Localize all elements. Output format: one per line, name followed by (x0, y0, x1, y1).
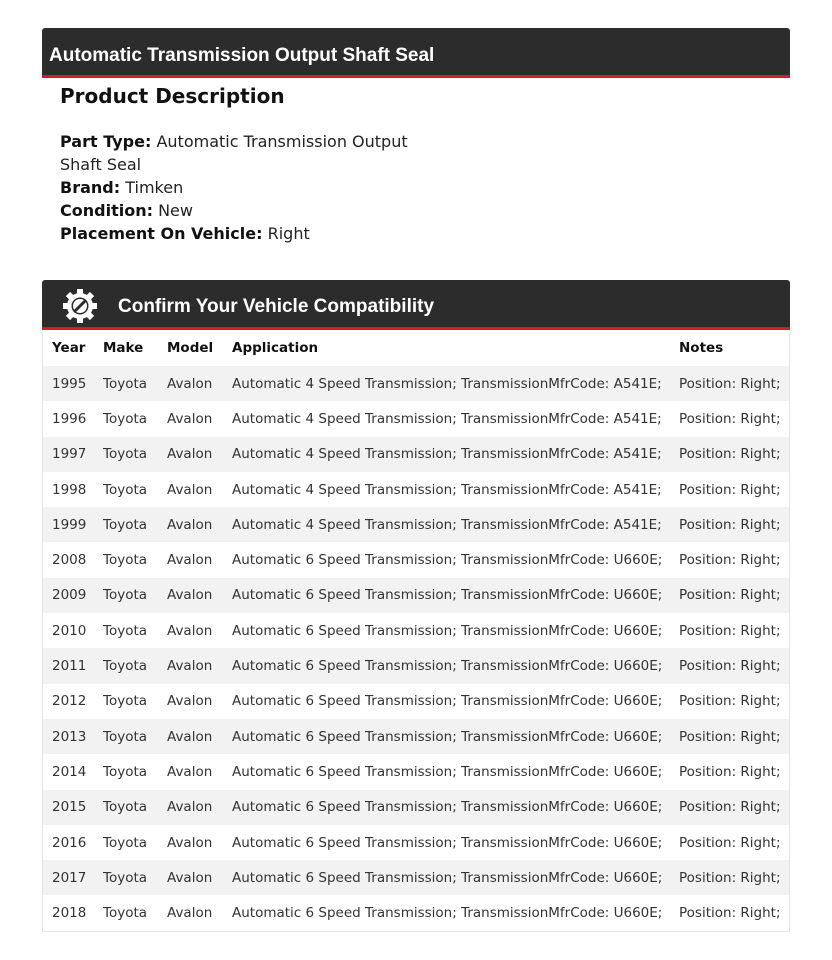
compatibility-bar (42, 280, 790, 330)
compatibility-table (42, 330, 790, 932)
description-heading: Product Description (60, 84, 285, 108)
table-row (43, 437, 789, 472)
cell-notes: Position: Right; (679, 763, 781, 780)
product-description (60, 84, 420, 245)
cell-year: 1997 (52, 446, 87, 463)
cell-year: 2016 (52, 834, 87, 851)
col-notes: Notes (679, 340, 724, 356)
cell-year: 2008 (52, 552, 87, 569)
cell-year: 2014 (52, 763, 87, 780)
cell-model: Avalon (167, 410, 213, 427)
col-model: Model (167, 340, 214, 356)
cell-make: Toyota (103, 587, 148, 604)
cell-notes: Position: Right; (679, 869, 781, 886)
cell-notes: Position: Right; (679, 446, 781, 463)
cell-model: Avalon (167, 728, 213, 745)
cell-notes: Position: Right; (679, 516, 781, 533)
table-row (43, 578, 789, 613)
cell-application: Automatic 4 Speed Transmission; TransmissionMfrCode: A541E; (232, 481, 662, 498)
cell-application: Automatic 4 Speed Transmission; TransmissionMfrCode: A541E; (232, 375, 662, 392)
cell-make: Toyota (103, 446, 148, 463)
cell-make: Toyota (103, 410, 148, 427)
cell-model: Avalon (167, 834, 213, 851)
cell-application: Automatic 6 Speed Transmission; TransmissionMfrCode: U660E; (232, 587, 663, 604)
cell-notes: Position: Right; (679, 658, 781, 675)
table-row (43, 860, 789, 895)
field-brand: Brand: Timken (60, 178, 184, 197)
product-title: Automatic Transmission Output Shaft Seal (49, 45, 435, 66)
cell-application: Automatic 4 Speed Transmission; TransmissionMfrCode: A541E; (232, 410, 662, 427)
cell-model: Avalon (167, 869, 213, 886)
cell-year: 1996 (52, 410, 87, 427)
col-application: Application (232, 340, 319, 356)
table-row (43, 790, 789, 825)
cell-year: 2010 (52, 622, 87, 639)
compatibility-title: Confirm Your Vehicle Compatibility (118, 296, 435, 317)
cell-notes: Position: Right; (679, 622, 781, 639)
cell-make: Toyota (103, 728, 148, 745)
cell-model: Avalon (167, 375, 213, 392)
cell-model: Avalon (167, 481, 213, 498)
cell-notes: Position: Right; (679, 587, 781, 604)
cell-application: Automatic 4 Speed Transmission; TransmissionMfrCode: A541E; (232, 446, 662, 463)
cell-make: Toyota (103, 481, 148, 498)
cell-application: Automatic 6 Speed Transmission; TransmissionMfrCode: U660E; (232, 869, 663, 886)
table-row (43, 648, 789, 683)
cell-year: 2012 (52, 693, 87, 710)
cell-make: Toyota (103, 834, 148, 851)
cell-model: Avalon (167, 446, 213, 463)
cell-make: Toyota (103, 516, 148, 533)
cell-year: 2013 (52, 728, 87, 745)
cell-notes: Position: Right; (679, 905, 781, 922)
cell-model: Avalon (167, 587, 213, 604)
cell-year: 2011 (52, 658, 87, 675)
cell-make: Toyota (103, 693, 148, 710)
field-condition: Condition: New (60, 201, 193, 220)
table-row (43, 366, 789, 401)
table-row (43, 754, 789, 789)
cell-make: Toyota (103, 763, 148, 780)
table-row (43, 895, 789, 930)
cell-make: Toyota (103, 799, 148, 816)
cell-model: Avalon (167, 905, 213, 922)
table-row (43, 825, 789, 860)
cell-year: 1995 (52, 375, 87, 392)
cell-application: Automatic 6 Speed Transmission; TransmissionMfrCode: U660E; (232, 799, 663, 816)
table-row (43, 613, 789, 648)
table-header (43, 330, 789, 366)
cell-make: Toyota (103, 375, 148, 392)
cell-year: 2009 (52, 587, 87, 604)
table-row (43, 401, 789, 436)
cell-notes: Position: Right; (679, 834, 781, 851)
cell-model: Avalon (167, 658, 213, 675)
cell-application: Automatic 6 Speed Transmission; TransmissionMfrCode: U660E; (232, 693, 663, 710)
cell-make: Toyota (103, 869, 148, 886)
cell-notes: Position: Right; (679, 375, 781, 392)
table-row (43, 684, 789, 719)
field-placement: Placement On Vehicle: Right (60, 224, 310, 243)
cell-notes: Position: Right; (679, 728, 781, 745)
cell-application: Automatic 6 Speed Transmission; TransmissionMfrCode: U660E; (232, 834, 663, 851)
cell-make: Toyota (103, 622, 148, 639)
cell-model: Avalon (167, 799, 213, 816)
cell-application: Automatic 6 Speed Transmission; TransmissionMfrCode: U660E; (232, 552, 663, 569)
cell-application: Automatic 6 Speed Transmission; TransmissionMfrCode: U660E; (232, 658, 663, 675)
cell-notes: Position: Right; (679, 481, 781, 498)
cell-model: Avalon (167, 693, 213, 710)
product-title-bar (42, 28, 790, 78)
cell-notes: Position: Right; (679, 410, 781, 427)
cell-year: 2018 (52, 905, 87, 922)
cell-application: Automatic 6 Speed Transmission; TransmissionMfrCode: U660E; (232, 763, 663, 780)
cell-make: Toyota (103, 905, 148, 922)
cell-year: 2015 (52, 799, 87, 816)
cell-application: Automatic 6 Speed Transmission; TransmissionMfrCode: U660E; (232, 905, 663, 922)
cell-year: 1999 (52, 516, 87, 533)
cell-notes: Position: Right; (679, 799, 781, 816)
field-part-type: Part Type: Automatic Transmission Output Shaft Seal (60, 132, 408, 174)
table-row (43, 719, 789, 754)
table-row (43, 507, 789, 542)
cell-model: Avalon (167, 763, 213, 780)
cell-model: Avalon (167, 622, 213, 639)
cell-notes: Position: Right; (679, 552, 781, 569)
cell-application: Automatic 6 Speed Transmission; TransmissionMfrCode: U660E; (232, 622, 663, 639)
cell-model: Avalon (167, 516, 213, 533)
col-make: Make (103, 340, 144, 356)
col-year: Year (52, 340, 86, 356)
table-row (43, 472, 789, 507)
cell-year: 1998 (52, 481, 87, 498)
cell-application: Automatic 4 Speed Transmission; TransmissionMfrCode: A541E; (232, 516, 662, 533)
gear-wrench-icon (62, 288, 98, 324)
cell-year: 2017 (52, 869, 87, 886)
table-row (43, 542, 789, 577)
cell-make: Toyota (103, 658, 148, 675)
cell-notes: Position: Right; (679, 693, 781, 710)
cell-make: Toyota (103, 552, 148, 569)
cell-application: Automatic 6 Speed Transmission; TransmissionMfrCode: U660E; (232, 728, 663, 745)
cell-model: Avalon (167, 552, 213, 569)
